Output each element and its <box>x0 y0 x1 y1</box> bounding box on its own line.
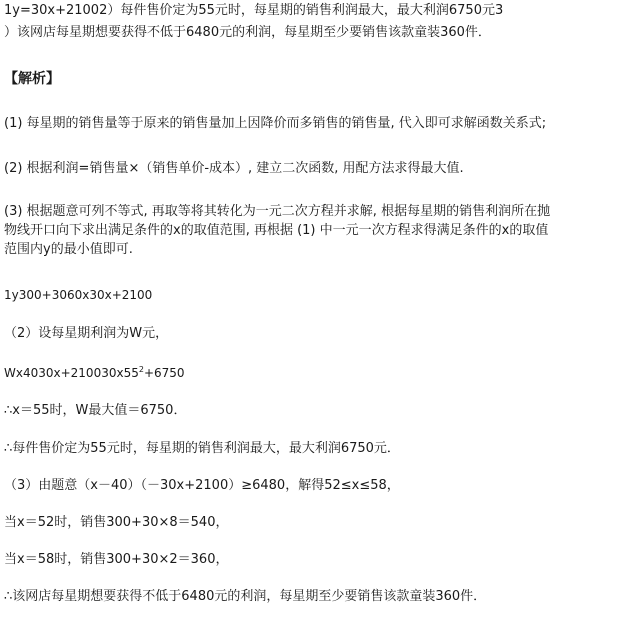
solution-step-3-main: Wx4030x+210030x55 <box>4 366 139 380</box>
solution-step-4: ∴x＝55时，W最大值＝6750． <box>4 403 187 418</box>
solution-step-9: ∴该网店每星期想要获得不低于6480元的利润，每星期至少要销售该款童装360件． <box>4 589 487 604</box>
solution-step-1: 1y300+3060x30x+2100 <box>4 288 153 302</box>
analysis-point-3-line-3: 范围内y的最小值即可. <box>4 242 133 257</box>
solution-step-8: 当x＝58时，销售300+30×2＝360， <box>4 552 229 567</box>
analysis-point-3-line-2: 物线开口向下求出满足条件的x的取值范围, 再根据 (1) 中一元一次方程求得满足条件的x的取值 <box>4 223 549 238</box>
analysis-heading: 【解析】 <box>4 71 60 87</box>
analysis-point-3-line-1: (3) 根据题意可列不等式, 再取等将其转化为一元二次方程并求解, 根据每星期的销售利润所在抛 <box>4 204 551 219</box>
analysis-point-2: (2) 根据利润=销售量×（销售单价-成本）, 建立二次函数, 用配方法求得最大值. <box>4 161 464 176</box>
solution-step-3-exponent: 2 <box>138 365 144 374</box>
analysis-point-1: (1) 每星期的销售量等于原来的销售量加上因降价而多销售的销售量, 代入即可求解函数关系式; <box>4 116 547 131</box>
solution-step-6: （3）由题意（x－40）（－30x+2100）≥6480，解得52≤x≤58， <box>4 478 400 493</box>
solution-step-5: ∴每件售价定为55元时，每星期的销售利润最大，最大利润6750元． <box>4 441 400 456</box>
solution-step-2: （2）设每星期利润为W元， <box>4 326 169 341</box>
solution-step-3-tail: +6750 <box>143 366 185 380</box>
solution-step-3 <box>4 364 624 382</box>
answer-line-2: ）该网店每星期想要获得不低于6480元的利润，每星期至少要销售该款童装360件． <box>4 25 491 40</box>
solution-step-7: 当x＝52时，销售300+30×8＝540， <box>4 515 229 530</box>
answer-line-1: 1y=30x+21002）每件售价定为55元时，每星期的销售利润最大，最大利润6750元3 <box>4 3 504 18</box>
